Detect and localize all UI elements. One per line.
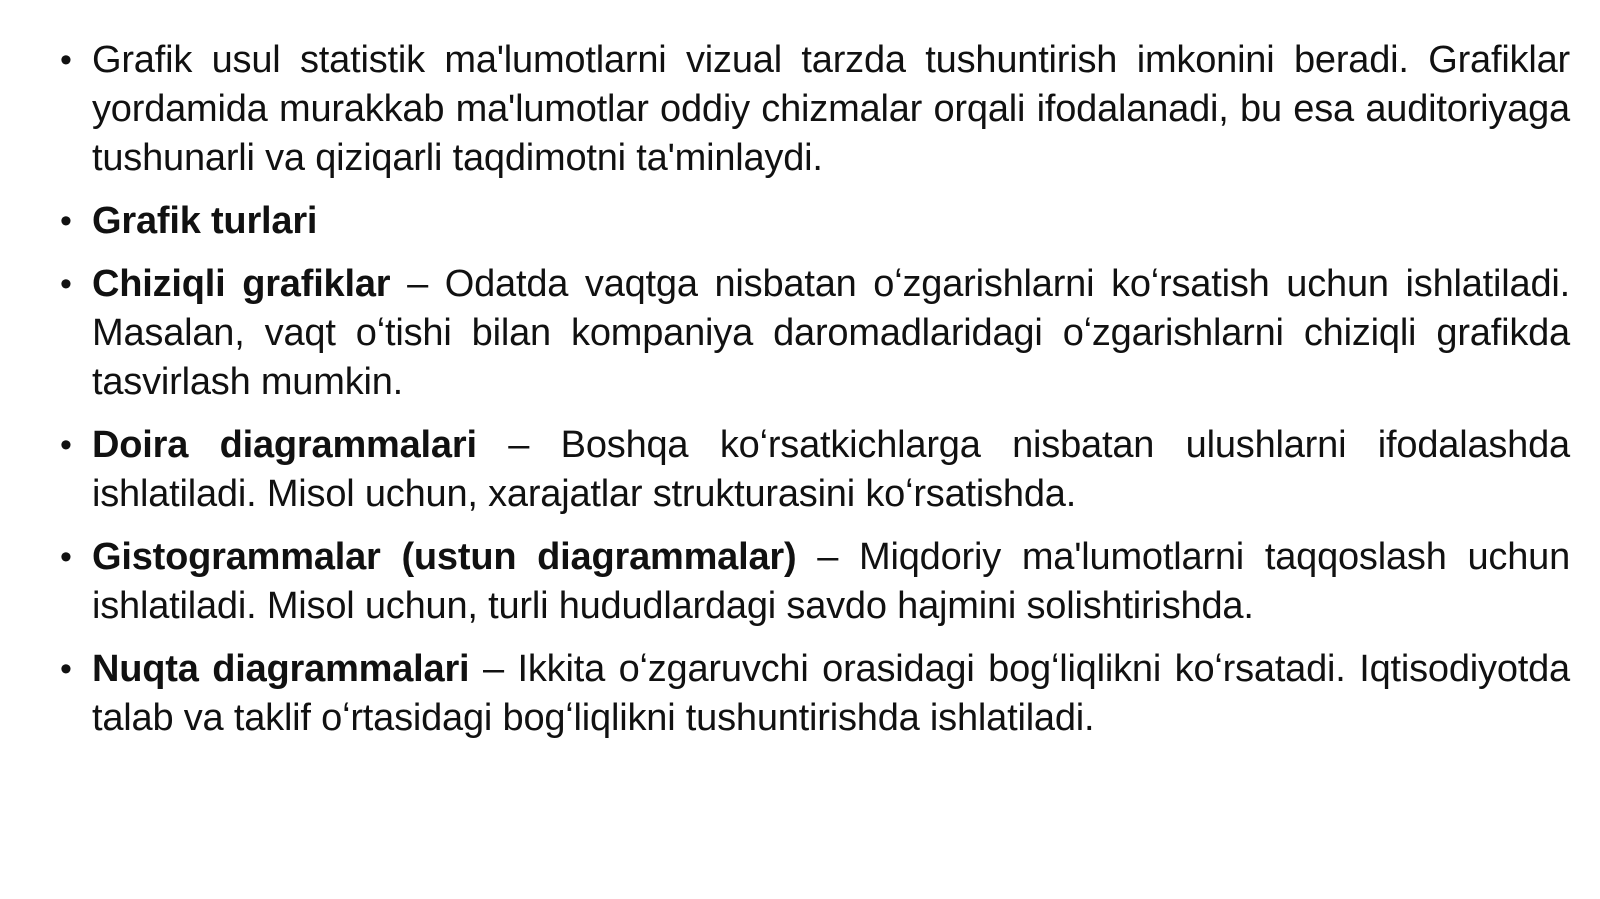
bullet-text: – Miqdoriy ma'lumotlarni taqqoslash uchun ishlatiladi. Misol uchun, turli hududlardagi savdo hajmini solishtirishda. <box>92 536 1571 627</box>
bullet-list <box>60 36 1570 757</box>
bullet-text: – Odatda vaqtga nisbatan oʻzgarishlarni koʻrsatish uchun ishlatiladi. Masalan, vaqt oʻtishi bilan kompaniya daromadlaridagi oʻzgarishlarni chiziqli grafikda tasvirlash mumkin. <box>92 263 1570 403</box>
bullet-text: – Ikkita oʻzgaruvchi orasidagi bogʻliqlikni koʻrsatadi. Iqtisodiyotda talab va taklif oʻrtasidagi bogʻliqlikni tushuntirishda ishlatiladi. <box>92 648 1570 739</box>
bullet-dot-icon: • <box>60 538 72 576</box>
bullet-item <box>60 421 1570 519</box>
bullet-dot-icon: • <box>60 650 72 688</box>
bullet-dot-icon: • <box>60 202 72 240</box>
bullet-dot-icon: • <box>60 265 72 303</box>
bullet-term: Nuqta diagrammalari <box>92 648 470 690</box>
bullet-item <box>60 197 1570 246</box>
bullet-text: Grafik usul statistik ma'lumotlarni vizual tarzda tushuntirish imkonini beradi. Grafiklar yordamida murakkab ma'lumotlar oddiy chizmalar orqali ifodalanadi, bu esa auditoriyaga tushunarli va qiziqarli taqdimotni ta'minlaydi. <box>92 39 1570 179</box>
bullet-term: Chiziqli grafiklar <box>92 263 391 305</box>
bullet-item <box>60 260 1570 407</box>
bullet-item <box>60 36 1570 183</box>
bullet-term: Grafik turlari <box>92 200 318 242</box>
bullet-item <box>60 645 1570 743</box>
bullet-dot-icon: • <box>60 41 72 79</box>
bullet-item <box>60 533 1570 631</box>
bullet-text: – Boshqa koʻrsatkichlarga nisbatan ulushlarni ifodalashda ishlatiladi. Misol uchun, xarajatlar strukturasini koʻrsatishda. <box>92 424 1570 515</box>
bullet-dot-icon: • <box>60 426 72 464</box>
bullet-term: Gistogrammalar (ustun diagrammalar) <box>92 536 797 578</box>
bullet-term: Doira diagrammalari <box>92 424 477 466</box>
